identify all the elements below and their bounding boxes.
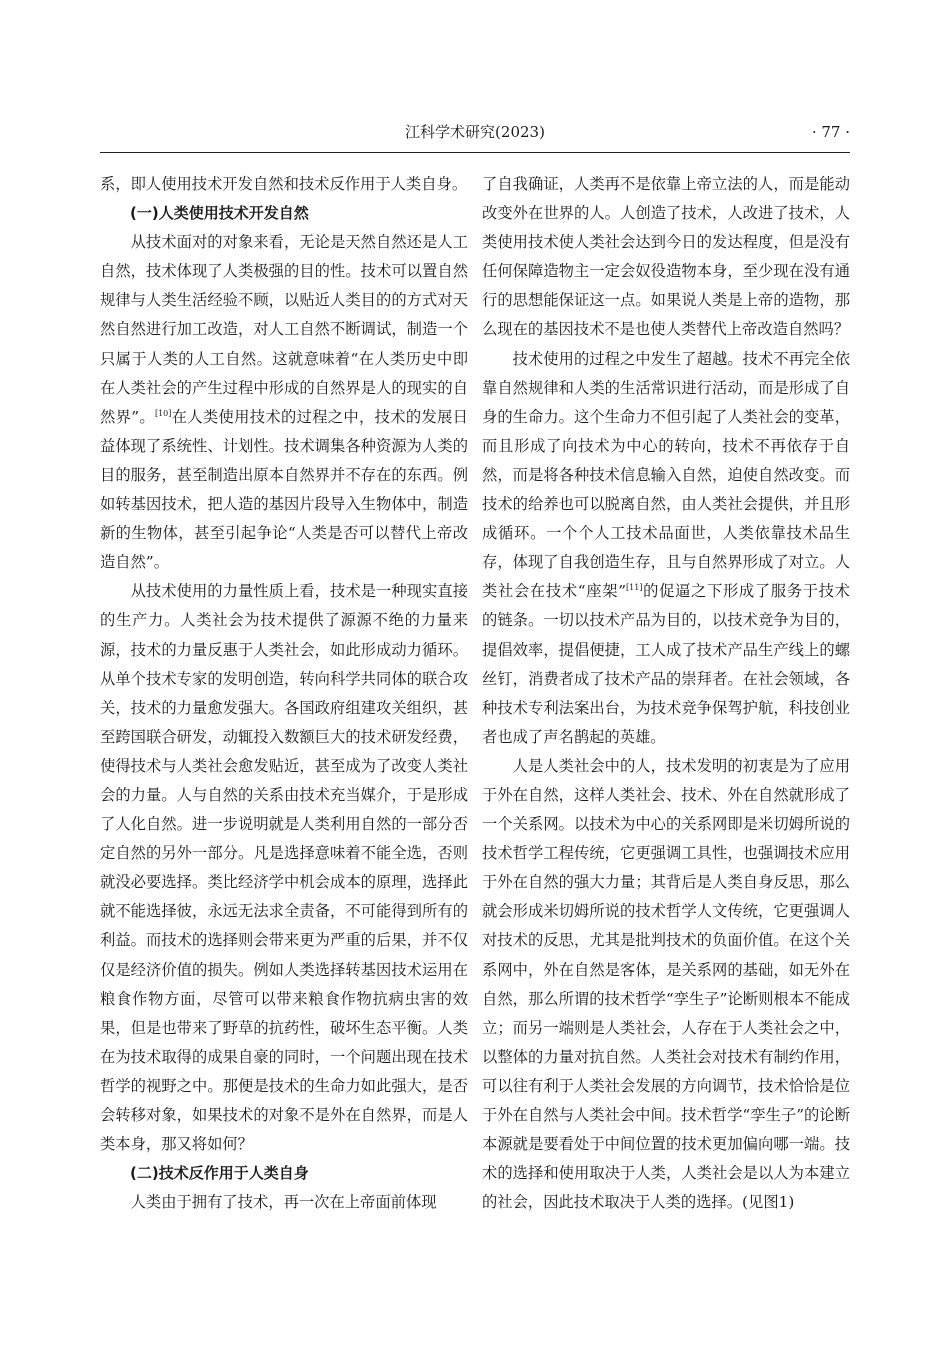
citation-ref-11[interactable]: [11] xyxy=(626,583,643,593)
section-heading-2: (二)技术反作用于人类自身 xyxy=(130,1164,309,1183)
paragraph xyxy=(482,345,850,752)
running-header xyxy=(100,120,850,153)
page-number: · 77 · xyxy=(811,123,850,141)
paragraph: 从技术使用的力量性质上看，技术是一种现实直接的生产力。人类社会为技术提供了源源不绝的力量来源，技术的力量反惠于人类社会，如此形成动力循环。从单个技术专家的发明创造，转向科学共同体的联合攻关，技术的力量愈发强大。各国政府组建攻关组织，甚至跨国联合研发，动辄投入数额巨大的技术研发经费，使得技术与人类社会愈发贴近，甚至成为了改变人类社会的力量。人与自然的关系由技术充当媒介，于是形成了人化自然。进一步说明就是人类利用自然的一部分否定自然的另外一部分。凡是选择意味着不能全选，否则就没必要选择。类比经济学中机会成本的原理，选择此就不能选择彼，永远无法求全责备，不可能得到所有的利益。而技术的选择则会带来更为严重的后果，并不仅仅是经济价值的损失。例如人类选择转基因技术运用在粮食作物方面，尽管可以带来粮食作物抗病虫害的效果，但是也带来了野草的抗药性，破坏生态平衡。人类在为技术取得的成果自豪的同时，一个问题出现在技术哲学的视野之中。那便是技术的生命力如此强大，是否会转移对象，如果技术的对象不是外在自然界，而是人类本身，那又将如何？ xyxy=(100,582,468,1154)
journal-title: 江科学术研究(2023) xyxy=(405,123,545,141)
paragraph: 人类由于拥有了技术，再一次在上帝面前体现 xyxy=(130,1193,437,1212)
citation-ref-10[interactable]: [10] xyxy=(154,408,172,418)
paragraph-text: 从技术面对的对象来看，无论是天然自然还是人工自然，技术体现了人类极强的目的性。技术可以置自然规律与人类生活经验不顾，以贴近人类目的的方式对天然自然进行加工改造，对人工自然不断调试，制造一个只属于人类的人工自然。这就意味着“在人类历史中即在人类社会的产生过程中形成的自然界是人的现实的自然界”。 xyxy=(100,233,468,426)
left-column xyxy=(100,170,468,1280)
section-heading-1: (一)人类使用技术开发自然 xyxy=(130,204,309,223)
paragraph: 人是人类社会中的人，技术发明的初衷是为了应用于外在自然，这样人类社会、技术、外在自然就形成了一个关系网。以技术为中心的关系网即是米切姆所说的技术哲学工程传统，它更强调工具性，也强调技术应用于外在自然的强大力量；其背后是人类自身反思，那么就会形成米切姆所说的技术哲学人文传统，它更强调人对技术的反思，尤其是批判技术的负面价值。在这个关系网中，外在自然是客体，是关系网的基础，如无外在自然，那么所谓的技术哲学“孪生子”论断则根本不能成立；而另一端则是人类社会，人存在于人类社会之中，以整体的力量对抗自然。人类社会对技术有制约作用，可以往有利于人类社会发展的方向调节，技术恰恰是位于外在自然与人类社会中间。技术哲学“孪生子”的论断本源就是要看处于中间位置的技术更加偏向哪一端。技术的选择和使用取决于人类，人类社会是以人为本建立的社会，因此技术取决于人类的选择。(见图1) xyxy=(482,756,850,1212)
right-column xyxy=(482,170,850,1280)
paragraph-continued: 了自我确证，人类再不是依靠上帝立法的人，而是能动改变外在世界的人。人创造了技术，人改进了技术，人类使用技术使人类社会达到今日的发达程度，但是没有任何保障造物主一定会奴役造物本身，至少现在没有通行的思想能保证这一点。如果说人类是上帝的造物，那么现在的基因技术不是也使人类替代上帝改造自然吗？ xyxy=(482,175,850,339)
paragraph-text: 在人类使用技术的过程之中，技术的发展日益体现了系统性、计划性。技术调集各种资源为人类的目的服务，甚至制造出原本自然界并不存在的东西。例如转基因技术，把人造的基因片段导入生物体中，制造新的生物体，甚至引起争论“人类是否可以替代上帝改造自然”。 xyxy=(100,407,468,572)
paragraph-continued: 系，即人使用技术开发自然和技术反作用于人类自身。 xyxy=(100,175,468,193)
paragraph xyxy=(100,228,468,577)
paragraph-text: 技术使用的过程之中发生了超越。技术不再完全依靠自然规律和人类的生活常识进行活动，而是形成了自身的生命力。这个生命力不但引起了人类社会的变革，而且形成了向技术为中心的转向，技术不再依存于自然，而是将各种技术信息输入自然，迫使自然改变。而技术的给养也可以脱离自然，由人类社会提供，并且形成循环。一个个人工技术品面世，人类依靠技术品生存，体现了自我创造生存，且与自然界形成了对立。人类社会在技术“座架” xyxy=(482,349,850,601)
paragraph-text: 的促逼之下形成了服务于技术的链条。一切以技术产品为目的，以技术竞争为目的，提倡效率，提倡便捷，工人成了技术产品生产线上的螺丝钉，消费者成了技术产品的崇拜者。在社会领域，各种技术专利法案出台，为技术竞争保驾护航，科技创业者也成了声名鹊起的英雄。 xyxy=(482,582,850,746)
